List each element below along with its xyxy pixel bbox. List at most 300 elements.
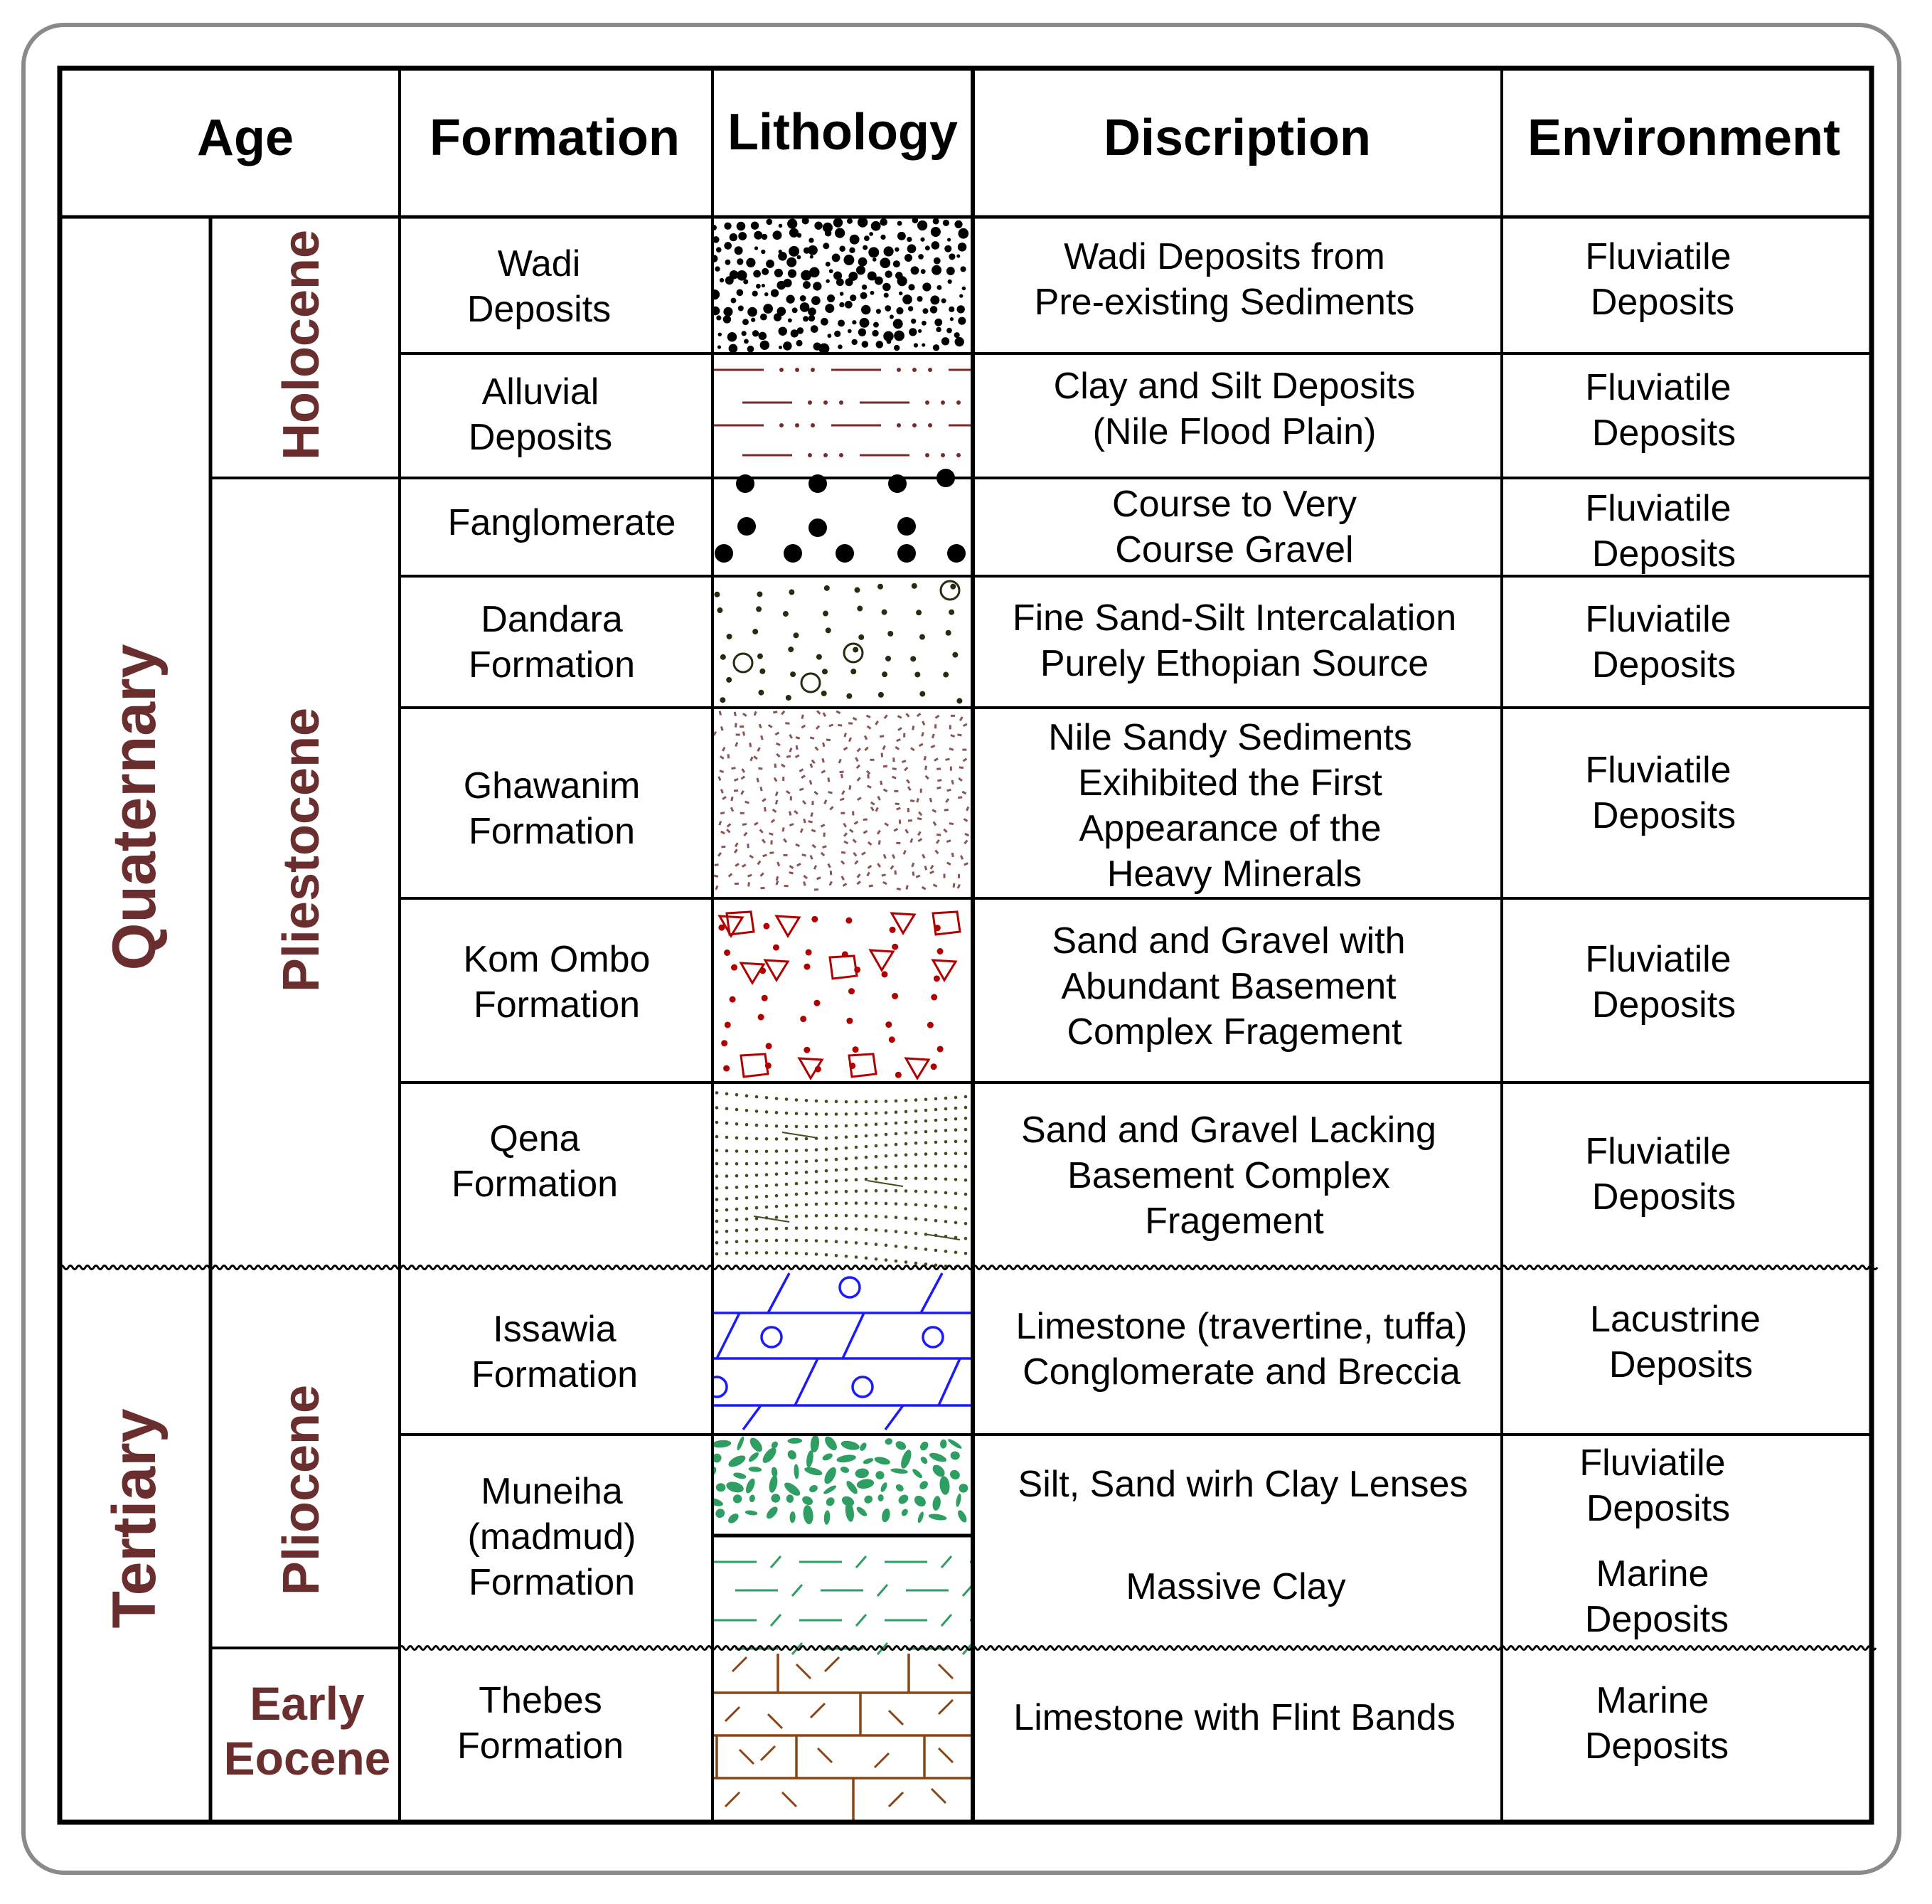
dot-mark: [805, 1112, 808, 1116]
speck-mark: [908, 808, 909, 812]
dot-mark: [850, 235, 860, 245]
dot-mark: [914, 1232, 918, 1235]
dot-mark: [858, 217, 868, 227]
flint-mark: [761, 1746, 775, 1760]
period-tertiary: Tertiary: [100, 1408, 169, 1629]
dot-mark: [904, 1142, 908, 1146]
dot-mark: [785, 1149, 789, 1153]
dot-mark: [800, 295, 806, 302]
speck-mark: [894, 829, 897, 831]
dot-mark: [851, 339, 857, 345]
dot-mark: [964, 1152, 968, 1156]
speck-mark: [742, 791, 744, 794]
environment-issawia-line1: Lacustrine: [1590, 1299, 1761, 1340]
lens-mark: [770, 1493, 781, 1504]
speck-mark: [925, 866, 927, 870]
joint-line: [743, 1405, 761, 1430]
dot-mark: [715, 1174, 719, 1178]
dot-mark: [959, 294, 963, 297]
lens-mark: [810, 1435, 821, 1453]
dot-mark: [835, 1100, 838, 1104]
tick-mark: [792, 1585, 802, 1596]
dot-mark: [858, 257, 868, 267]
dot-mark: [1014, 368, 1018, 372]
dot-mark: [845, 1179, 848, 1182]
dot-mark: [871, 221, 881, 231]
environment-kom-ombo-line1: Fluviatile: [1585, 939, 1731, 980]
dot-mark: [914, 1110, 918, 1113]
speck-mark: [744, 833, 747, 836]
speck-mark: [764, 807, 765, 812]
dot-mark: [924, 1152, 928, 1156]
dot-mark: [755, 1239, 759, 1243]
dot-mark: [715, 266, 720, 271]
speck-mark: [911, 748, 914, 750]
speck-mark: [748, 875, 752, 876]
tick-mark: [856, 1615, 866, 1626]
speck-mark: [964, 863, 968, 865]
dot-mark: [727, 332, 737, 341]
lens-mark: [899, 1448, 913, 1469]
speck-mark: [849, 738, 850, 742]
speck-mark: [926, 766, 927, 770]
dot-mark: [764, 292, 769, 297]
speck-mark: [796, 755, 799, 757]
dot-mark: [825, 1148, 828, 1152]
speck-mark: [917, 798, 919, 802]
dot-mark: [865, 1112, 868, 1115]
dot-mark: [805, 1203, 808, 1206]
formation-issawia-line1: Issawia: [493, 1309, 617, 1350]
dot-mark: [865, 1156, 868, 1159]
speck-mark: [749, 856, 753, 858]
dot-mark: [715, 1186, 719, 1190]
dot-mark: [845, 1135, 848, 1139]
speck-mark: [754, 711, 756, 716]
dot-mark: [855, 1135, 858, 1139]
dot-mark: [735, 1108, 739, 1112]
gravel-mark: [897, 544, 916, 563]
dot-mark: [964, 1117, 968, 1120]
dot-mark: [944, 1206, 948, 1209]
dot-mark: [724, 950, 730, 956]
dot-mark: [944, 1191, 948, 1195]
dot-mark: [892, 944, 898, 950]
dot-mark: [845, 1190, 848, 1193]
description-ghawanim-line2: Exihibited the First: [1078, 762, 1382, 804]
description-alluvial-line2: (Nile Flood Plain): [1092, 411, 1377, 452]
dot-mark: [904, 1110, 908, 1114]
dot-mark: [885, 1166, 888, 1169]
speck-mark: [857, 881, 860, 884]
dot-mark: [809, 267, 820, 278]
dot-mark: [765, 1184, 769, 1188]
lens-mark: [895, 1483, 905, 1493]
dot-mark: [944, 1129, 948, 1132]
dot-mark: [795, 1160, 799, 1164]
dot-mark: [715, 1091, 719, 1095]
dot-mark: [774, 313, 781, 321]
environment-alluvial-line2: Deposits: [1591, 413, 1736, 454]
dot-mark: [835, 1191, 838, 1194]
dot-mark: [717, 607, 722, 613]
dot-mark: [876, 341, 884, 349]
speck-mark: [868, 786, 871, 787]
flint-mark: [875, 1753, 889, 1767]
lens-mark: [840, 1466, 850, 1474]
formation-muneiha-line1: Muneiha: [481, 1471, 623, 1512]
dot-mark: [715, 1230, 719, 1234]
unconformity-pliocene-eocene: [400, 1647, 1876, 1650]
tick-mark: [1027, 1556, 1037, 1568]
dot-mark: [745, 1174, 749, 1178]
dot-mark: [765, 1124, 769, 1127]
dot-mark: [954, 220, 962, 228]
dot-mark: [902, 294, 912, 304]
dot-mark: [895, 1202, 898, 1206]
dot-mark: [756, 606, 762, 612]
dot-mark: [845, 1100, 848, 1104]
dot-mark: [924, 1109, 928, 1112]
dot-mark: [839, 400, 843, 405]
environment-thebes-line1: Marine: [1596, 1680, 1709, 1721]
lithology-muneiha-lower-pattern: [714, 1556, 1037, 1654]
description-ghawanim-line4: Heavy Minerals: [1106, 853, 1362, 895]
epoch-pliocene: Pliocene: [273, 1384, 330, 1596]
speck-mark: [913, 872, 914, 876]
dot-mark: [742, 331, 747, 336]
dot-mark: [785, 1193, 789, 1197]
lens-mark: [884, 1437, 893, 1446]
dot-mark: [775, 1227, 779, 1230]
speck-mark: [801, 725, 805, 728]
dot-mark: [729, 344, 738, 353]
dot-mark: [758, 1014, 764, 1021]
speck-mark: [816, 726, 819, 729]
dot-mark: [723, 315, 731, 323]
speck-mark: [789, 824, 794, 826]
speck-mark: [781, 765, 785, 767]
dot-mark: [914, 1177, 918, 1181]
lens-mark: [875, 1470, 885, 1480]
dot-mark: [895, 1165, 898, 1169]
dot-mark: [956, 698, 962, 703]
dot-mark: [946, 328, 952, 334]
dot-mark: [944, 1118, 948, 1122]
dot-mark: [885, 1154, 888, 1158]
dot-mark: [835, 1254, 838, 1257]
speck-mark: [931, 745, 935, 747]
dot-mark: [804, 1047, 810, 1053]
dot-mark: [897, 368, 901, 372]
dot-mark: [724, 223, 731, 230]
dot-mark: [797, 255, 801, 260]
dot-mark: [785, 1227, 789, 1230]
dot-mark: [944, 245, 951, 252]
dot-mark: [725, 1107, 729, 1110]
dot-mark: [944, 1152, 948, 1156]
lens-mark: [712, 1440, 732, 1449]
speck-mark: [871, 802, 875, 804]
dot-mark: [775, 1239, 779, 1243]
dot-mark: [933, 218, 939, 224]
dot-mark: [811, 423, 815, 427]
epoch-pleistocene: Pliestocene: [273, 707, 330, 993]
dot-mark: [797, 327, 804, 334]
dot-mark: [815, 1125, 818, 1129]
speck-mark: [875, 721, 877, 725]
lens-mark: [948, 1468, 961, 1482]
dot-mark: [919, 691, 925, 697]
speck-mark: [912, 863, 914, 867]
dot-mark: [737, 270, 747, 281]
speck-mark: [721, 726, 722, 730]
dot-mark: [958, 317, 966, 325]
speck-mark: [947, 863, 951, 865]
speck-mark: [804, 819, 806, 823]
speck-mark: [839, 759, 840, 763]
speck-mark: [844, 824, 846, 827]
speck-mark: [817, 711, 820, 713]
speck-mark: [828, 792, 833, 793]
joint-line: [795, 1358, 818, 1405]
dot-mark: [835, 1124, 838, 1128]
speck-mark: [748, 844, 749, 848]
dot-mark: [718, 332, 722, 336]
fragment-mark: [765, 960, 788, 980]
dot-mark: [792, 307, 798, 313]
dot-mark: [735, 1137, 739, 1140]
dot-mark: [934, 1219, 938, 1223]
lens-mark: [727, 1453, 747, 1469]
formation-muneiha-line3: Formation: [468, 1562, 636, 1603]
dot-mark: [772, 230, 781, 240]
dot-mark: [816, 654, 822, 660]
speck-mark: [801, 775, 805, 777]
dot-mark: [775, 1124, 779, 1128]
dot-mark: [964, 1165, 968, 1169]
dot-mark: [771, 289, 779, 297]
dot-mark: [912, 368, 917, 372]
dot-mark: [795, 1098, 799, 1102]
dot-mark: [964, 1222, 968, 1225]
dot-mark: [738, 232, 747, 240]
speck-mark: [829, 725, 833, 726]
dot-mark: [765, 1239, 769, 1243]
dot-mark: [725, 1208, 729, 1212]
speck-mark: [922, 887, 926, 889]
dot-mark: [904, 1189, 908, 1193]
dot-mark: [907, 237, 912, 242]
speck-mark: [863, 819, 868, 820]
dot-mark: [775, 1149, 779, 1153]
dot-mark: [825, 1191, 828, 1194]
lens-mark: [736, 1435, 745, 1451]
dot-mark: [885, 270, 892, 277]
speck-mark: [867, 771, 870, 774]
speck-mark: [960, 717, 962, 720]
speck-mark: [742, 865, 746, 867]
speck-mark: [845, 733, 846, 738]
dot-mark: [811, 325, 818, 333]
dot-mark: [755, 1150, 759, 1154]
dot-mark: [895, 1260, 898, 1263]
speck-mark: [797, 863, 801, 866]
dot-mark: [1045, 423, 1050, 427]
dot-mark: [904, 1165, 908, 1169]
lens-mark: [855, 1468, 870, 1479]
dot-mark: [914, 1217, 918, 1220]
dot-mark: [823, 400, 828, 405]
speck-mark: [802, 854, 806, 856]
environment-muneiha-lower-line2: Deposits: [1584, 1599, 1729, 1640]
speck-mark: [735, 843, 737, 846]
lens-mark: [912, 1494, 928, 1509]
description-wadi-line2: Pre-existing Sediments: [1034, 282, 1415, 323]
dot-mark: [922, 308, 928, 314]
dot-mark: [943, 672, 949, 678]
dot-mark: [795, 1182, 799, 1186]
dot-mark: [855, 1190, 858, 1193]
dot-mark: [954, 1117, 958, 1121]
period-quaternary: Quaternary: [100, 644, 169, 971]
lithology-muneiha-upper-pattern: [705, 1435, 969, 1526]
dot-mark: [931, 994, 937, 1001]
dot-mark: [725, 1186, 729, 1190]
formation-wadi-line1: Wadi: [497, 243, 581, 284]
dot-mark: [875, 1228, 878, 1232]
dot-mark: [785, 1124, 789, 1128]
dot-mark: [725, 1240, 729, 1244]
dot-mark: [914, 1098, 918, 1102]
flint-mark: [932, 1789, 946, 1803]
fragment-mark: [741, 1054, 768, 1077]
speck-mark: [911, 839, 912, 843]
dot-mark: [815, 1239, 818, 1243]
speck-mark: [904, 767, 907, 770]
tick-mark: [1027, 1615, 1037, 1626]
dot-mark: [789, 590, 794, 595]
dot-mark: [735, 1093, 739, 1097]
dot-mark: [756, 284, 761, 289]
dot-mark: [877, 584, 883, 590]
dot-mark: [765, 1096, 769, 1100]
dot-mark: [758, 690, 764, 696]
lens-mark: [782, 1480, 802, 1498]
dot-mark: [845, 1124, 848, 1128]
dot-mark: [925, 245, 930, 250]
dot-mark: [850, 669, 856, 674]
environment-fanglomerate-line1: Fluviatile: [1585, 488, 1731, 529]
dot-mark: [735, 1240, 739, 1244]
dot-mark: [855, 1241, 858, 1245]
gravel-mark: [784, 544, 802, 563]
dot-mark: [778, 326, 786, 335]
speck-mark: [718, 853, 721, 856]
dot-mark: [869, 232, 873, 236]
formation-issawia-line2: Formation: [471, 1354, 639, 1395]
dot-mark: [825, 1124, 828, 1128]
speck-mark: [812, 760, 815, 764]
speck-mark: [731, 807, 733, 811]
lens-mark: [821, 1452, 833, 1462]
speck-mark: [773, 809, 776, 812]
dot-mark: [947, 238, 951, 241]
dot-mark: [860, 292, 868, 299]
dot-mark: [964, 1095, 968, 1099]
dot-mark: [861, 305, 871, 315]
dot-mark: [875, 1202, 878, 1206]
speck-mark: [783, 827, 784, 831]
speck-mark: [801, 829, 802, 833]
dot-mark: [950, 584, 956, 590]
dot-mark: [934, 1108, 938, 1112]
dot-mark: [924, 1204, 928, 1208]
dot-mark: [725, 1162, 729, 1166]
dot-mark: [944, 1107, 948, 1111]
speck-mark: [881, 781, 882, 785]
gravel-mark: [897, 517, 916, 536]
dot-mark: [924, 1098, 928, 1102]
speck-mark: [931, 866, 933, 869]
dot-mark: [721, 1040, 727, 1046]
dot-mark: [755, 1162, 759, 1166]
dot-mark: [765, 1063, 772, 1069]
dot-mark: [805, 1192, 808, 1196]
dot-mark: [811, 368, 815, 372]
dot-mark: [788, 269, 796, 277]
speck-mark: [821, 853, 824, 856]
tick-mark: [877, 1585, 887, 1596]
lens-mark: [840, 1439, 860, 1451]
lens-mark: [794, 1464, 799, 1479]
dot-mark: [848, 329, 852, 334]
speck-mark: [877, 831, 880, 834]
speck-mark: [758, 768, 762, 769]
dot-mark: [825, 1214, 828, 1218]
description-alluvial-line1: Clay and Silt Deposits: [1053, 366, 1416, 407]
dot-mark: [897, 276, 907, 286]
dot-mark: [720, 654, 726, 660]
speck-mark: [721, 846, 725, 847]
oolite-mark: [840, 1277, 860, 1297]
dot-mark: [717, 345, 721, 349]
speck-mark: [917, 713, 921, 716]
header-lithology: Lithology: [727, 104, 958, 161]
description-muneiha-lower: Massive Clay: [1126, 1566, 1346, 1607]
description-fanglomerate-line2: Course Gravel: [1115, 529, 1354, 570]
dot-mark: [954, 1251, 958, 1255]
dot-mark: [899, 292, 903, 296]
dot-mark: [715, 1241, 719, 1245]
dot-mark: [835, 1179, 838, 1183]
dot-mark: [839, 245, 845, 252]
lens-mark: [956, 1509, 968, 1523]
dot-mark: [914, 1190, 918, 1193]
dot-mark: [795, 1137, 799, 1141]
dot-mark: [745, 1251, 749, 1255]
dot-mark: [752, 330, 759, 336]
dot-mark: [746, 258, 755, 267]
dot-mark: [911, 319, 916, 324]
dot-mark: [875, 1189, 878, 1193]
lens-mark: [845, 1479, 860, 1496]
dot-mark: [884, 293, 889, 298]
dot-mark: [795, 1149, 799, 1153]
dot-mark: [854, 967, 860, 973]
dot-mark: [730, 996, 736, 1003]
joint-line: [885, 1405, 903, 1430]
